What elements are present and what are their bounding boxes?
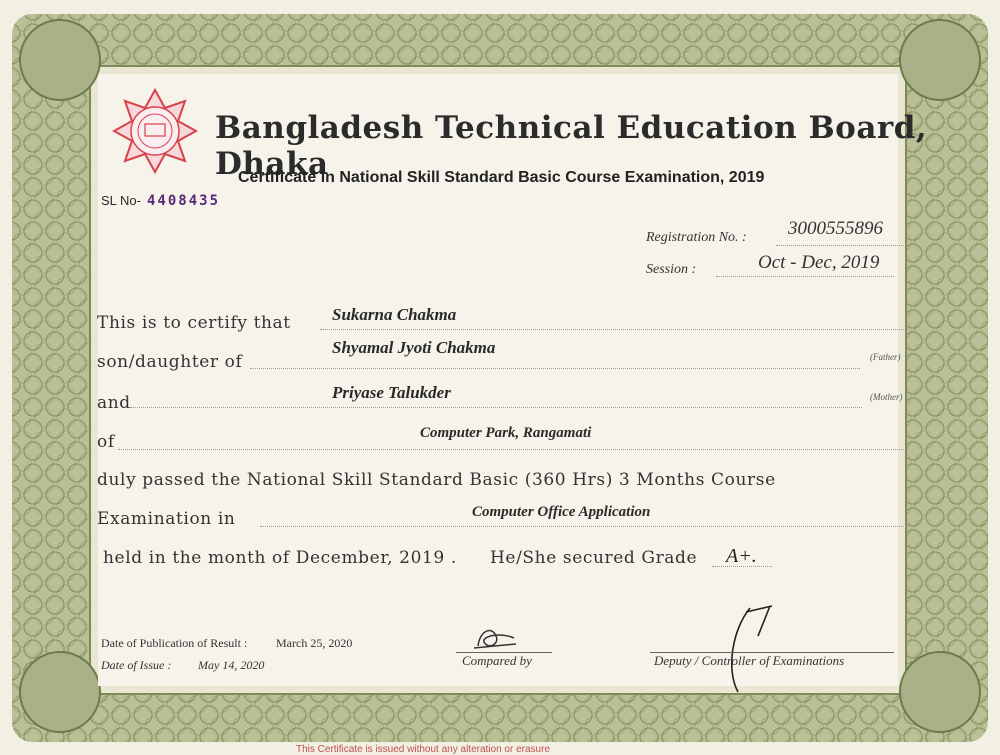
examination-label: Examination in (97, 509, 236, 529)
registration-number: 3000555896 (788, 218, 883, 239)
candidate-name: Sukarna Chakma (332, 305, 457, 324)
and-label: and (97, 393, 131, 413)
of-label: of (97, 432, 115, 452)
compared-signature-icon (470, 622, 522, 656)
controller-label: Deputy / Controller of Examinations (654, 653, 845, 668)
signature-icon (720, 600, 800, 700)
grade-value: A+. (726, 545, 757, 567)
session-value: Oct - Dec, 2019 (758, 252, 880, 273)
mother-name: Priyase Talukder (332, 383, 451, 402)
publication-label: Date of Publication of Result : (101, 636, 248, 650)
institute-name: Computer Park, Rangamati (420, 425, 592, 441)
father-tag: (Father) (870, 352, 901, 362)
board-title: Bangladesh Technical Education Board, Dhaka (215, 110, 928, 182)
registration-label: Registration No. : (646, 230, 747, 245)
session-label: Session : (646, 262, 697, 277)
serial-label: SL No- (101, 193, 141, 208)
board-seal-icon (112, 88, 198, 174)
son-daughter-label: son/daughter of (97, 352, 243, 372)
mother-tag: (Mother) (870, 392, 903, 402)
compared-by-label: Compared by (462, 653, 532, 668)
issue-label: Date of Issue : (101, 658, 172, 672)
passed-statement: duly passed the National Skill Standard Basic (360 Hrs) 3 Months Course (97, 470, 776, 490)
bottom-note: This Certificate is issued without any alteration or erasure (296, 744, 551, 755)
grade-label: He/She secured Grade (490, 548, 698, 568)
course-name: Computer Office Application (472, 504, 651, 520)
certify-label: This is to certify that (97, 313, 291, 333)
held-statement: held in the month of December, 2019 . (103, 548, 457, 568)
issue-date: May 14, 2020 (198, 658, 265, 672)
father-name: Shyamal Jyoti Chakma (332, 338, 496, 357)
certificate-subtitle: Certificate in National Skill Standard Basic Course Examination, 2019 (238, 169, 765, 186)
serial-number: 4408435 (147, 193, 221, 209)
publication-date: March 25, 2020 (276, 636, 353, 650)
